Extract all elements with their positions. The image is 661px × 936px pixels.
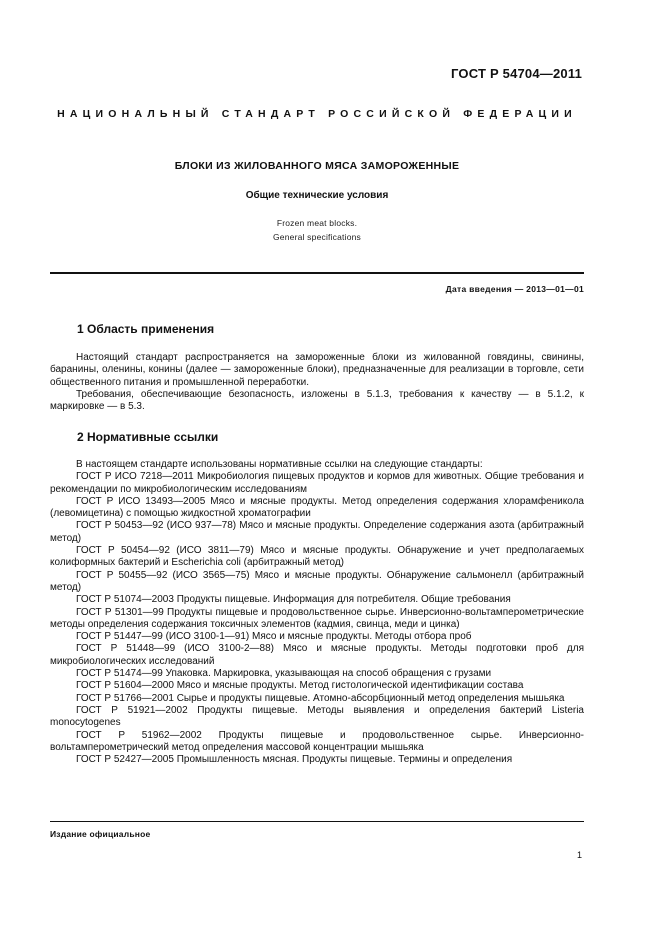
national-standard-banner: НАЦИОНАЛЬНЫЙ СТАНДАРТ РОССИЙСКОЙ ФЕДЕРАЦИИ bbox=[57, 108, 577, 120]
section-2-heading: 2 Нормативные ссылки bbox=[77, 430, 219, 444]
section-1-heading: 1 Область применения bbox=[77, 322, 215, 336]
paragraph: В настоящем стандарте использованы нормативные ссылки на следующие стандарты: bbox=[76, 459, 483, 470]
reference-item: ГОСТ Р 50453—92 (ИСО 937—78) Мясо и мясные продукты. Определение содержания азота (арбитражный метод) bbox=[50, 520, 584, 544]
reference-item: ГОСТ Р 50454—92 (ИСО 3811—79) Мясо и мясные продукты. Обнаружение и учет предполагаемых колиформных бактерий и Escherichia coli (арбитражный метод) bbox=[50, 545, 584, 569]
english-title-line-2: General specifications bbox=[272, 232, 362, 242]
document-subtitle: Общие технические условия bbox=[245, 190, 389, 201]
reference-item: ГОСТ Р 51448—99 (ИСО 3100-2—88) Мясо и мясные продукты. Методы подготовки проб для микробиологических исследований bbox=[50, 643, 584, 667]
document-number: ГОСТ Р 54704—2011 bbox=[451, 66, 582, 81]
reference-item: ГОСТ Р 50455—92 (ИСО 3565—75) Мясо и мясные продукты. Обнаружение сальмонелл (арбитражный метод) bbox=[50, 569, 584, 593]
introduction-date: Дата введения — 2013—01—01 bbox=[445, 284, 584, 294]
reference-item: ГОСТ Р 51921—2002 Продукты пищевые. Методы выявления и определения бактерий Listeria monocytogenes bbox=[50, 704, 584, 729]
reference-item: ГОСТ Р ИСО 7218—2011 Микробиология пищевых продуктов и кормов для животных. Общие требования и рекомендации по микробиологическим исследованиям bbox=[50, 471, 584, 495]
section-2-body bbox=[50, 459, 584, 766]
reference-item: ГОСТ Р 51474—99 Упаковка. Маркировка, указывающая на способ обращения с грузами bbox=[76, 668, 492, 680]
footer-divider bbox=[50, 821, 584, 822]
paragraph: Настоящий стандарт распространяется на замороженные блоки из жилованной говядины, свинины, баранины, оленины, конины (далее — замороженные блоки), предназначенные для реализации в торговле, сети общественного питания и промышленной переработки. bbox=[50, 352, 584, 388]
reference-item: ГОСТ Р 51766—2001 Сырье и продукты пищевые. Атомно-абсорбционный метод определения мышьяка bbox=[76, 692, 565, 704]
reference-item: ГОСТ Р 51604—2000 Мясо и мясные продукты. Метод гистологической идентификации состава bbox=[76, 680, 524, 692]
header-divider bbox=[50, 272, 584, 274]
reference-item: ГОСТ Р ИСО 13493—2005 Мясо и мясные продукты. Метод определения содержания хлорамфеникола (левомицетина) с помощью жидкостной хроматографии bbox=[50, 495, 584, 520]
document-title: БЛОКИ ИЗ ЖИЛОВАННОГО МЯСА ЗАМОРОЖЕННЫЕ bbox=[174, 160, 460, 172]
reference-item: ГОСТ Р 51301—99 Продукты пищевые и продовольственное сырье. Инверсионно-вольтамперометрические методы определения содержания токсичных элементов (кадмия, свинца, меди и цинка) bbox=[50, 606, 584, 630]
reference-item: ГОСТ Р 51962—2002 Продукты пищевые и продовольственное сырье. Инверсионно-вольтамперометрический метод определения массовой концентрации мышьяка bbox=[50, 729, 584, 753]
english-title-line-1: Frozen meat blocks. bbox=[276, 218, 358, 228]
section-1-body bbox=[50, 352, 584, 413]
page-number: 1 bbox=[576, 850, 582, 860]
paragraph: Требования, обеспечивающие безопасность, изложены в 5.1.3, требования к качеству — в 5.1.2, к маркировке — в 5.3. bbox=[50, 388, 584, 413]
reference-item: ГОСТ Р 52427—2005 Промышленность мясная. Продукты пищевые. Термины и определения bbox=[76, 754, 513, 766]
english-title bbox=[50, 216, 584, 244]
edition-label: Издание официальное bbox=[50, 829, 151, 839]
reference-item: ГОСТ Р 51447—99 (ИСО 3100-1—91) Мясо и мясные продукты. Методы отбора проб bbox=[76, 631, 472, 643]
reference-item: ГОСТ Р 51074—2003 Продукты пищевые. Информация для потребителя. Общие требования bbox=[76, 594, 511, 606]
